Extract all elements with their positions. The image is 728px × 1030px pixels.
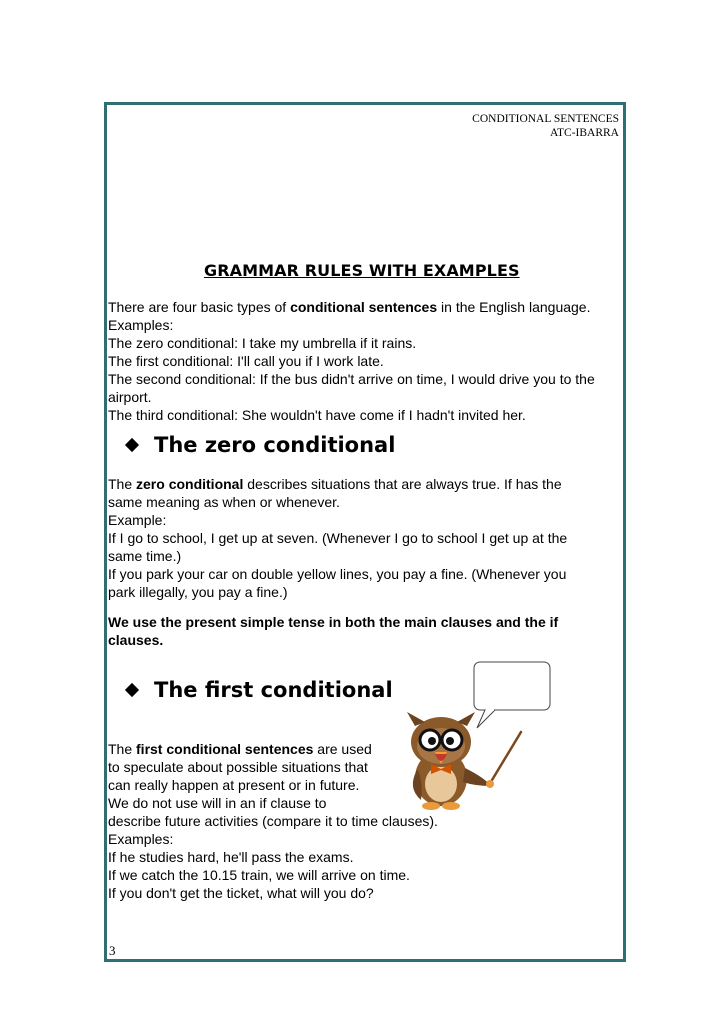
zero-conditional-heading: The zero conditional [125, 433, 395, 457]
zero-line: Example: [108, 512, 167, 528]
first-line: If we catch the 10.15 train, we will arrive on time. [108, 867, 410, 883]
first-line: If he studies hard, he'll pass the exams. [108, 849, 354, 865]
zero-line: If you park your car on double yellow lines, you pay a fine. (Whenever you [108, 566, 567, 582]
zero-rule-line: We use the present simple tense in both the main clauses and the if [108, 614, 559, 630]
intro-line: There are four basic types of conditional sentences in the English language. [108, 299, 591, 315]
first-line: The first conditional sentences are used [108, 741, 372, 757]
page-number: 3 [109, 943, 116, 958]
page-title: GRAMMAR RULES WITH EXAMPLES [204, 261, 520, 280]
speech-bubble-icon [474, 662, 550, 728]
intro-line: The zero conditional: I take my umbrella if it rains. [108, 335, 417, 351]
page-frame [104, 102, 626, 962]
header-line-1: CONDITIONAL SENTENCES [472, 113, 619, 125]
zero-line: If I go to school, I get up at seven. (Whenever I go to school I get up at the [108, 530, 568, 546]
intro-line: The third conditional: She wouldn't have come if I hadn't invited her. [108, 407, 526, 423]
zero-line: The zero conditional describes situations that are always true. If has the [108, 476, 562, 492]
zero-rule-line: clauses. [108, 632, 164, 648]
intro-line: Examples: [108, 317, 174, 333]
intro-line: airport. [108, 389, 152, 405]
zero-line: same time.) [108, 548, 182, 564]
first-line: to speculate about possible situations that [108, 759, 368, 775]
bullet-diamond-icon [125, 438, 139, 452]
zero-line: same meaning as when or whenever. [108, 494, 340, 510]
bullet-diamond-icon [125, 683, 139, 697]
owl-teacher-illustration [399, 660, 559, 820]
first-line: describe future activities (compare it to time clauses). [108, 813, 438, 829]
intro-line: The first conditional: I'll call you if I work late. [108, 353, 384, 369]
first-line: If you don't get the ticket, what will you do? [108, 885, 374, 901]
first-line: Examples: [108, 831, 174, 847]
header-line-2: ATC-IBARRA [549, 127, 619, 139]
first-conditional-heading: The first conditional [125, 678, 393, 702]
first-line: We do not use will in an if clause to [108, 795, 327, 811]
first-line: can really happen at present or in future. [108, 777, 360, 793]
intro-line: The second conditional: If the bus didn't arrive on time, I would drive you to the [108, 371, 595, 387]
zero-line: park illegally, you pay a fine.) [108, 584, 288, 600]
